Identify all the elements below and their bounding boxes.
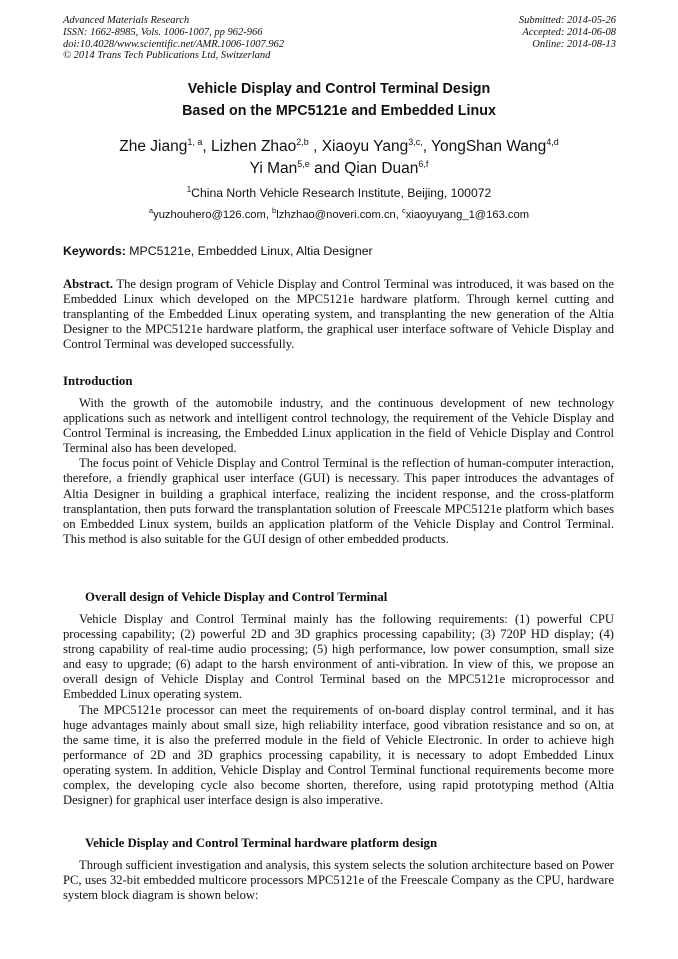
author-affil-mark: 6,f <box>418 159 429 169</box>
journal-info <box>63 15 284 62</box>
issn-line: ISSN: 1662-8985, Vols. 1006-1007, pp 962-966 <box>63 26 263 38</box>
author-name: , YongShan Wang <box>422 138 547 155</box>
overall-design-body <box>63 612 614 808</box>
dates-info <box>519 15 616 50</box>
keywords-label: Keywords: <box>63 244 126 258</box>
author-list <box>0 136 678 180</box>
email-address[interactable]: yuzhouhero@126.com, <box>153 209 273 221</box>
paragraph: The focus point of Vehicle Display and Control Terminal is the reflection of human-computer interaction, therefore, a friendly graphical user interface (GUI) is necessary. This paper introduces the advantages of Altia Designer in building a graphical interface, realizing the incident response, and the cross-platform transplantation, then puts forward the transplantation solution of Freescale MPC5121e platform which bases on Embedded Linux system, builds an application platform of the Vehicle Display and Control Terminal. This method is also suitable for the GUI design of other embedded products. <box>63 456 614 546</box>
section-heading-overall-design: Overall design of Vehicle Display and Control Terminal <box>85 590 388 604</box>
paragraph: With the growth of the automobile industry, and the continuous development of new technology applications such as network and intelligent control technology, the requirement of the Vehicle Display and Control Terminal is increasing, the Embedded Linux application in the field of Vehicle Display and Control Terminal also has been developed. <box>63 396 614 456</box>
paragraph: Vehicle Display and Control Terminal mainly has the following requirements: (1) powerful CPU processing capability; (2) powerful 2D and 3D graphics processing capability; (3) 720P HD display; (4) strong capability of real-time audio processing; (5) high performance, low power consumption, small size and easy to upgrade; (6) adapt to the harsh environment of anti-vibration. In view of this, we propose an overall design of Vehicle Display and Control Terminal based on the MPC5121e microprocessor and Embedded Linux operating system. <box>63 612 614 702</box>
abstract <box>63 277 614 352</box>
email-address[interactable]: lzhzhao@noveri.com.cn, <box>276 209 402 221</box>
email-mark: b <box>272 206 277 215</box>
abstract-text: The design program of Vehicle Display and Control Terminal was introduced, it was based on the Embedded Linux which developed on the MPC5121e hardware platform. Through kernel cutting and transplanting of the Embedded Linux operating system, and transplanting the new generation of the Altia Designer to the MPC5121e hardware platform, the graphical user interface software of Vehicle Display and Control Terminal was developed successfully. <box>63 277 614 352</box>
paper-title <box>0 79 678 122</box>
section-heading-hardware-platform: Vehicle Display and Control Terminal hardware platform design <box>85 836 438 850</box>
online-date: Online: 2014-08-13 <box>532 38 616 50</box>
journal-name: Advanced Materials Research <box>63 15 190 26</box>
author-name: and Qian Duan <box>309 160 419 177</box>
paragraph: Through sufficient investigation and analysis, this system selects the solution architecture based on Power PC, uses 32-bit embedded multicore processors MPC5121e of the Freescale Company as the CPU, hardware system block diagram is shown below: <box>63 858 614 903</box>
hardware-platform-body <box>63 858 614 903</box>
doi-line: doi:10.4028/www.scientific.net/AMR.1006-1007.962 <box>63 38 285 50</box>
email-address[interactable]: xiaoyuyang_1@163.com <box>405 209 530 221</box>
author-name: , Xiaoyu Yang <box>308 138 409 155</box>
submitted-date: Submitted: 2014-05-26 <box>518 15 616 26</box>
author-line-2 <box>0 158 678 180</box>
author-name: Yi Man <box>249 160 298 177</box>
author-affil-mark: 5,e <box>297 159 310 169</box>
author-affil-mark: 2,b <box>296 137 309 147</box>
author-affil-mark: 4,d <box>546 137 559 147</box>
introduction-body <box>63 396 614 547</box>
keywords <box>63 244 373 258</box>
author-line-1 <box>0 136 678 158</box>
accepted-date: Accepted: 2014-06-08 <box>522 26 616 38</box>
affiliation <box>0 186 678 200</box>
abstract-label: Abstract. <box>63 277 114 291</box>
author-name: , Lizhen Zhao <box>202 138 297 155</box>
title-line-1: Vehicle Display and Control Terminal Design <box>187 81 491 97</box>
section-heading-introduction: Introduction <box>63 374 133 388</box>
title-line-2: Based on the MPC5121e and Embedded Linux <box>182 102 496 119</box>
email-mark: a <box>148 206 154 215</box>
author-affil-mark: 1, a <box>187 137 203 147</box>
email-list <box>0 206 678 221</box>
copyright-line: © 2014 Trans Tech Publications Ltd, Switzerland <box>63 50 271 62</box>
affiliation-text: China North Vehicle Research Institute, Beijing, 100072 <box>191 186 492 200</box>
author-name: Zhe Jiang <box>119 138 188 155</box>
author-affil-mark: 3,c, <box>408 137 423 147</box>
email-mark: c <box>402 206 406 215</box>
affiliation-mark: 1 <box>186 185 192 194</box>
paragraph: The MPC5121e processor can meet the requirements of on-board display control terminal, and it has huge advantages mainly about small size, high reliability interface, good vibration resistance and so on, at the same time, it is also the preferred module in the field of Vehicle Electronic. In order to achieve high performance of 2D and 3D graphics processing capability, it is necessary to adopt Embedded Linux operating system. In addition, Vehicle Display and Control Terminal functional requirements become more complex, the developing cycle also become shorten, therefore, using rapid prototyping method (Altia Designer) for graphical user interface design is also imperative. <box>63 702 614 808</box>
keywords-text: MPC5121e, Embedded Linux, Altia Designer <box>125 244 373 258</box>
